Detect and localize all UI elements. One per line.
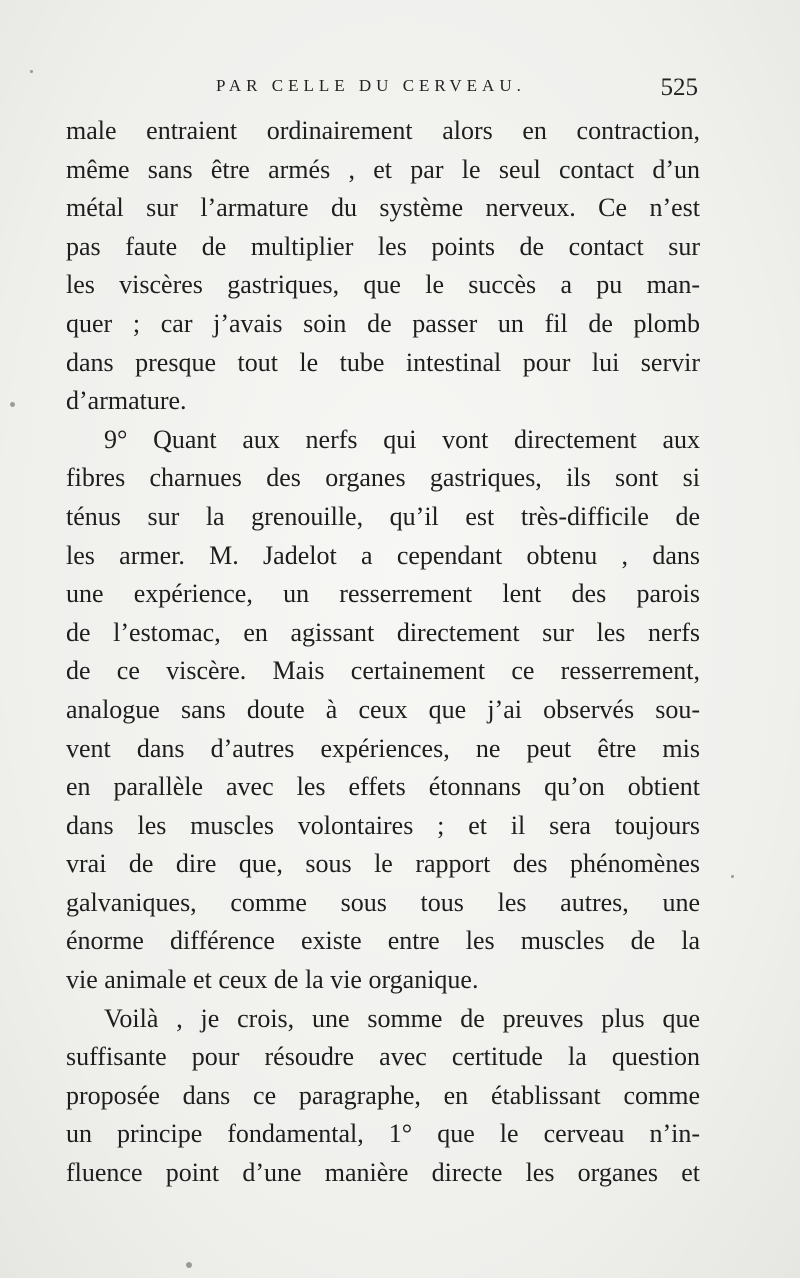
text-line: ténus sur la grenouille, qu’il est très-difficile de [66, 501, 700, 531]
paper-speck [10, 402, 15, 407]
text-line: un principe fondamental, 1° que le cerveau n’in- [66, 1119, 700, 1149]
running-head [66, 74, 700, 104]
text-line: d’armature. [66, 386, 187, 416]
text-line: métal sur l’armature du système nerveux. Ce n’est [66, 193, 700, 223]
paper-speck [186, 1262, 192, 1268]
text-line: dans les muscles volontaires ; et il sera toujours [66, 810, 700, 840]
paper-speck [30, 70, 33, 73]
text-line: male entraient ordinairement alors en contraction, [66, 116, 700, 145]
text-line: les armer. M. Jadelot a cependant obtenu , dans [66, 540, 700, 570]
paper-speck [731, 875, 734, 878]
text-line: fibres charnues des organes gastriques, ils sont si [66, 463, 700, 493]
body-text [66, 112, 700, 1193]
text-line: dans presque tout le tube intestinal pour lui servir [66, 347, 700, 377]
text-line: vie animale et ceux de la vie organique. [66, 965, 479, 995]
page-number: 525 [660, 74, 698, 101]
text-line: une expérience, un resserrement lent des parois [66, 579, 700, 609]
text-line: en parallèle avec les effets étonnans qu’on obtient [66, 772, 700, 802]
text-line: analogue sans doute à ceux que j’ai observés sou- [66, 694, 700, 724]
text-line: fluence point d’une manière directe les organes et [66, 1158, 700, 1188]
text-line: les viscères gastriques, que le succès a pu man- [66, 270, 700, 300]
text-line: de l’estomac, en agissant directement sur les nerfs [66, 617, 700, 647]
text-line: énorme différence existe entre les muscles de la [66, 926, 700, 956]
text-line: galvaniques, comme sous tous les autres, une [66, 887, 700, 917]
text-line: pas faute de multiplier les points de contact sur [66, 231, 700, 261]
text-line: proposée dans ce paragraphe, en établissant comme [66, 1080, 700, 1110]
text-line: 9° Quant aux nerfs qui vont directement aux [104, 424, 700, 454]
text-line: quer ; car j’avais soin de passer un fil de plomb [66, 308, 700, 338]
text-line: Voilà , je crois, une somme de preuves plus que [104, 1003, 700, 1033]
text-line: même sans être armés , et par le seul contact d’un [66, 154, 700, 184]
text-line: de ce viscère. Mais certainement ce resserrement, [66, 656, 700, 686]
text-line: vent dans d’autres expériences, ne peut être mis [66, 733, 700, 763]
running-title: PAR CELLE DU CERVEAU. [216, 76, 526, 95]
text-line: suffisante pour résoudre avec certitude la question [66, 1042, 700, 1072]
text-line: vrai de dire que, sous le rapport des phénomènes [66, 849, 700, 879]
